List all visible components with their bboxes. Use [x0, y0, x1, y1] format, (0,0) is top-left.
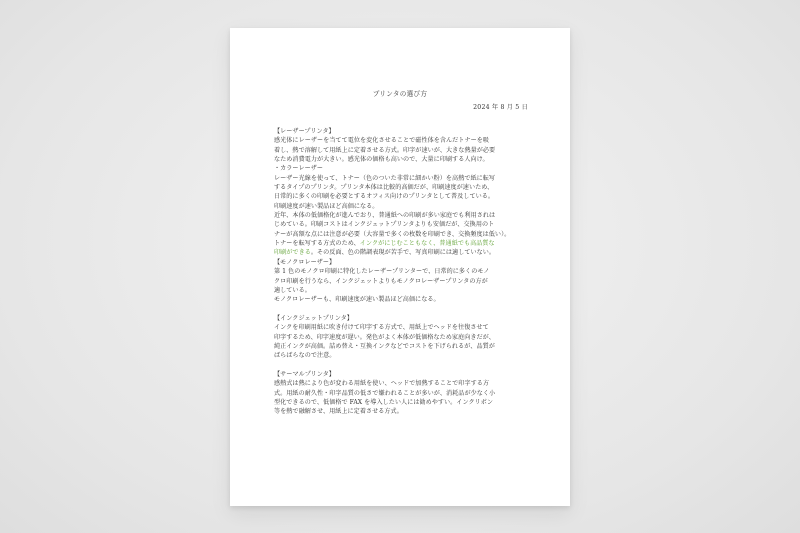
line-text: 【インクジェットプリンタ】	[274, 314, 353, 322]
text-line	[274, 314, 538, 323]
text-line	[274, 164, 538, 173]
text-line	[274, 398, 538, 407]
line-text: ・カラーレーザー	[274, 165, 324, 173]
highlighted-text: インクがにじむこともなく、普通紙でも高品質な	[359, 240, 495, 248]
text-line	[274, 342, 538, 351]
line-text: ばらばらなので注意。	[274, 352, 336, 360]
line-text: 日常的に多くの印刷を必要とするオフィス向けのプリンタとして普及している。	[274, 193, 495, 201]
line-text: じめている。印刷コストはインクジェットプリンタよりも安価だが、交換用のト	[274, 221, 495, 229]
text-line	[274, 192, 538, 201]
document-date: 2024 年 8 月 5 日	[473, 104, 528, 111]
line-text: なため消費電力が大きい。感光体の価格も高いので、大量に印刷する人向け。	[274, 156, 489, 164]
line-text: 着し、熱で溶解して用紙上に定着させる方式。印字が速いが、大きな熱量が必要	[274, 146, 496, 154]
line-text: 純正インクが高価。詰め替え・互換インクなどでコストを下げられるが、品質が	[274, 342, 495, 350]
text-line	[274, 323, 538, 332]
line-text: 近年、本体の低価格化が進んでおり、普通紙への印刷が多い家庭でも利用されは	[274, 212, 496, 220]
line-text: ナーが高額な点には注意が必要（大容量で多くの枚数を印刷でき、交換頻度は低い）。	[274, 230, 511, 238]
text-line	[274, 295, 538, 304]
line-text: レーザー光線を使って、トナー（色のついた非常に細かい粉）を高熱で紙に転写	[274, 174, 496, 182]
line-text: 感光体にレーザーを当てて電位を変化させることで磁性体を含んだトナーを吸	[274, 137, 490, 145]
text-line	[274, 370, 538, 379]
line-text: 型化できるので、低価格で FAX を導入したい人には勧めやすい。インクリボン	[274, 398, 494, 406]
line-text: 【レーザープリンタ】	[274, 128, 335, 135]
highlighted-text: 印刷ができる	[274, 249, 311, 257]
text-line	[274, 230, 538, 239]
text-line	[274, 127, 538, 136]
line-text: 適している。	[274, 286, 311, 294]
text-line	[274, 174, 538, 183]
document-body	[274, 127, 538, 417]
paper-sheet	[230, 28, 570, 506]
text-line	[274, 286, 538, 295]
text-line	[274, 183, 538, 192]
line-text: 【モノクロレーザー】	[274, 258, 336, 266]
line-text: 。その反面、色の階調表現が苦手で、写真印刷には適していない。	[310, 249, 496, 257]
line-text: 式。用紙の耐久性・印字品質の低さで嫌われることが多いが、消耗品が少なく小	[274, 389, 496, 397]
line-text: 等を熱で融解させ、用紙上に定着させる方式。	[274, 408, 403, 416]
text-line	[274, 389, 538, 398]
text-line	[274, 146, 538, 155]
text-line	[274, 248, 538, 257]
line-text: 印刷速度が速い製品ほど高価になる。	[274, 202, 379, 210]
text-line	[274, 155, 538, 164]
line-text: 【サーマルプリンタ】	[274, 370, 335, 378]
text-line	[274, 258, 538, 267]
text-line	[274, 202, 538, 211]
text-line	[274, 220, 538, 229]
line-text: するタイプのプリンタ。プリンタ本体は比較的高価だが、印刷速度が速いため、	[274, 184, 494, 192]
line-text: 第 1 色のモノクロ印刷に特化したレーザープリンターで、日常的に多くのモノ	[274, 268, 490, 276]
line-text: トナーを転写する方式のため、	[274, 240, 360, 248]
text-line	[274, 277, 538, 286]
text-line	[274, 136, 538, 145]
text-line	[274, 333, 538, 342]
line-text: 感熱式は熱により色が変わる用紙を使い、ヘッドで加熱することで印字する方	[274, 380, 490, 388]
line-text: クロ印刷を行うなら、インクジェットよりもモノクロレーザープリンタの方が	[274, 277, 488, 285]
text-line	[274, 351, 538, 360]
blank-line	[274, 305, 538, 314]
text-line	[274, 379, 538, 388]
text-line	[274, 211, 538, 220]
text-line	[274, 239, 538, 248]
line-text: インクを印刷用紙に吹き付けて印字する方式で、用紙上でヘッドを往復させて	[274, 324, 489, 332]
text-line	[274, 407, 538, 416]
line-text: 印字するため、印字速度が遅い。発色がよく本体が低価格なため家庭向きだが、	[274, 333, 495, 341]
document-title: プリンタの選び方	[372, 90, 428, 98]
blank-line	[274, 361, 538, 370]
line-text: モノクロレーザーも、印刷速度が速い製品ほど高価になる。	[274, 296, 440, 304]
text-line	[274, 267, 538, 276]
